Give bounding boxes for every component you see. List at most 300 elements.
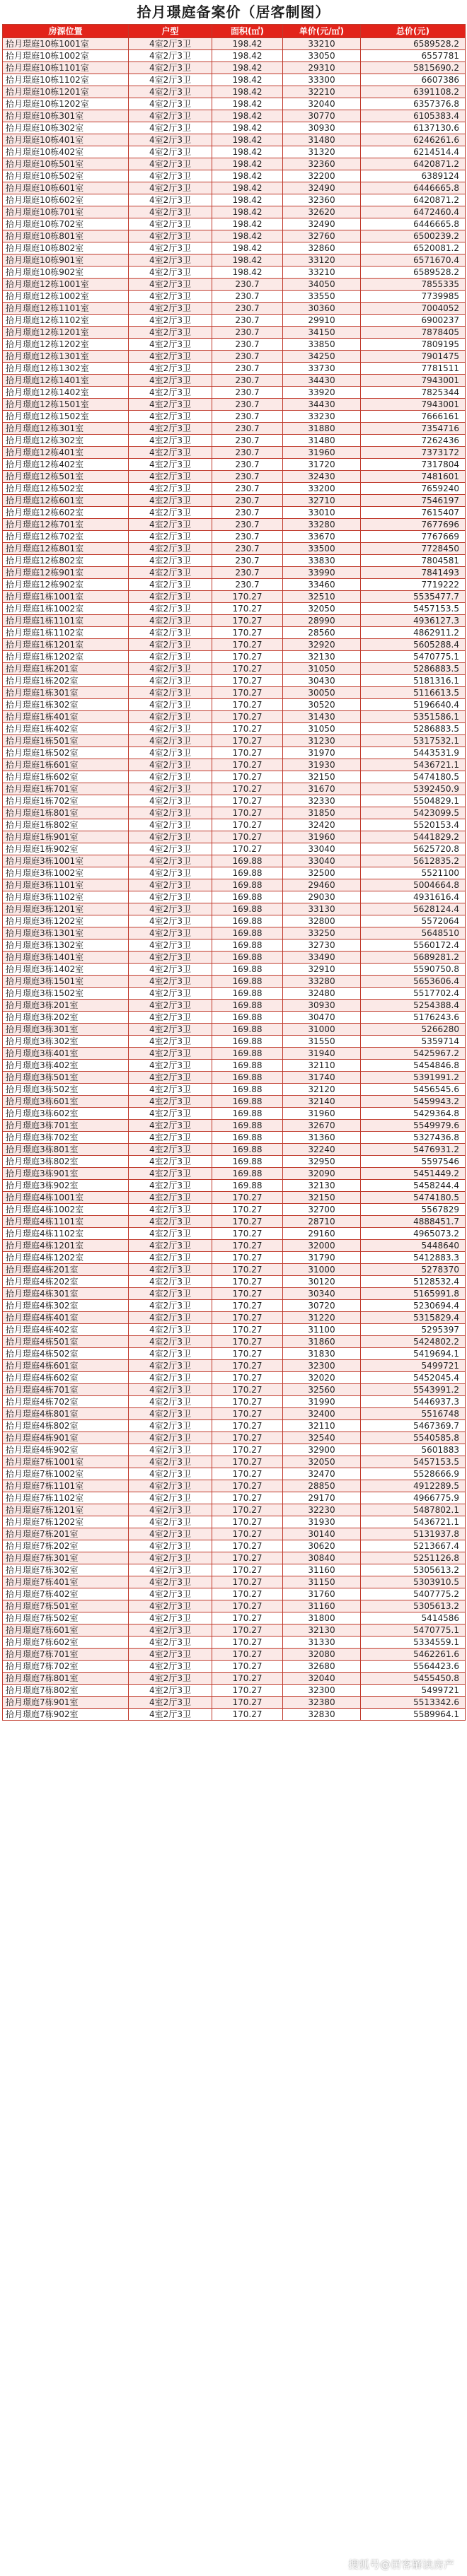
- table-row: [3, 1432, 466, 1444]
- cell-unit-price: 34430: [283, 399, 361, 411]
- cell-location: 拾月璟庭10栋502室: [3, 170, 129, 182]
- cell-layout: 4室2厅3卫: [129, 1240, 212, 1252]
- table-row: [3, 1336, 466, 1348]
- cell-unit-price: 32700: [283, 1204, 361, 1216]
- cell-total-price: 5303910.5: [361, 1576, 466, 1588]
- cell-layout: 4室2厅3卫: [129, 1096, 212, 1108]
- cell-layout: 4室2厅3卫: [129, 639, 212, 651]
- cell-area: 198.42: [212, 182, 283, 194]
- cell-layout: 4室2厅3卫: [129, 194, 212, 206]
- cell-unit-price: 33250: [283, 927, 361, 939]
- cell-layout: 4室2厅3卫: [129, 303, 212, 315]
- cell-layout: 4室2厅3卫: [129, 327, 212, 339]
- cell-location: 拾月璟庭10栋302室: [3, 122, 129, 134]
- cell-location: 拾月璟庭10栋1002室: [3, 50, 129, 62]
- cell-layout: 4室2厅3卫: [129, 1564, 212, 1576]
- cell-location: 拾月璟庭1栋701室: [3, 783, 129, 795]
- header-area: 面积(㎡): [212, 25, 283, 38]
- cell-unit-price: 30050: [283, 687, 361, 699]
- cell-unit-price: 32900: [283, 1444, 361, 1456]
- cell-layout: 4室2厅3卫: [129, 519, 212, 531]
- cell-unit-price: 32020: [283, 1372, 361, 1384]
- cell-area: 170.27: [212, 1480, 283, 1492]
- cell-total-price: 7825344: [361, 387, 466, 399]
- cell-location: 拾月璟庭4栋802室: [3, 1420, 129, 1432]
- cell-unit-price: 32860: [283, 242, 361, 254]
- cell-total-price: 5392450.9: [361, 783, 466, 795]
- table-row: [3, 1697, 466, 1709]
- cell-location: 拾月璟庭3栋402室: [3, 1060, 129, 1072]
- cell-total-price: 5305613.2: [361, 1564, 466, 1576]
- cell-area: 170.27: [212, 1564, 283, 1576]
- cell-area: 230.7: [212, 447, 283, 459]
- cell-unit-price: 29160: [283, 1228, 361, 1240]
- cell-total-price: 5266280: [361, 1024, 466, 1036]
- cell-location: 拾月璟庭7栋302室: [3, 1564, 129, 1576]
- cell-unit-price: 28990: [283, 615, 361, 627]
- cell-location: 拾月璟庭12栋1501室: [3, 399, 129, 411]
- cell-area: 169.88: [212, 1000, 283, 1012]
- cell-location: 拾月璟庭3栋301室: [3, 1024, 129, 1036]
- cell-layout: 4室2厅3卫: [129, 1264, 212, 1276]
- cell-unit-price: 32080: [283, 1649, 361, 1661]
- cell-total-price: 5286883.5: [361, 663, 466, 675]
- table-row: [3, 1276, 466, 1288]
- cell-location: 拾月璟庭12栋1201室: [3, 327, 129, 339]
- cell-layout: 4室2厅3卫: [129, 1036, 212, 1048]
- cell-location: 拾月璟庭4栋402室: [3, 1324, 129, 1336]
- cell-total-price: 7317804: [361, 459, 466, 471]
- cell-unit-price: 33050: [283, 50, 361, 62]
- cell-total-price: 5689281.2: [361, 952, 466, 964]
- cell-location: 拾月璟庭3栋1302室: [3, 939, 129, 952]
- cell-area: 170.27: [212, 1288, 283, 1300]
- table-row: [3, 387, 466, 399]
- cell-unit-price: 32130: [283, 651, 361, 663]
- cell-total-price: 5419694.1: [361, 1348, 466, 1360]
- cell-area: 230.7: [212, 495, 283, 507]
- cell-location: 拾月璟庭12栋1202室: [3, 339, 129, 351]
- header-unit-price: 单价(元/㎡): [283, 25, 361, 38]
- cell-total-price: 7373172: [361, 447, 466, 459]
- cell-area: 169.88: [212, 879, 283, 891]
- cell-location: 拾月璟庭10栋1001室: [3, 38, 129, 50]
- cell-unit-price: 31330: [283, 1637, 361, 1649]
- cell-location: 拾月璟庭3栋202室: [3, 1012, 129, 1024]
- cell-location: 拾月璟庭12栋1101室: [3, 303, 129, 315]
- cell-location: 拾月璟庭12栋302室: [3, 435, 129, 447]
- table-row: [3, 579, 466, 591]
- cell-location: 拾月璟庭7栋1201室: [3, 1504, 129, 1516]
- cell-location: 拾月璟庭4栋801室: [3, 1408, 129, 1420]
- table-row: [3, 1012, 466, 1024]
- cell-layout: 4室2厅3卫: [129, 122, 212, 134]
- cell-area: 198.42: [212, 170, 283, 182]
- cell-layout: 4室2厅3卫: [129, 507, 212, 519]
- table-row: [3, 1661, 466, 1673]
- cell-unit-price: 31790: [283, 1252, 361, 1264]
- table-row: [3, 146, 466, 158]
- cell-total-price: 5131937.8: [361, 1528, 466, 1540]
- cell-unit-price: 30770: [283, 110, 361, 122]
- table-row: [3, 867, 466, 879]
- cell-total-price: 7719222: [361, 579, 466, 591]
- table-row: [3, 651, 466, 663]
- cell-area: 170.27: [212, 1444, 283, 1456]
- cell-total-price: 5359714: [361, 1036, 466, 1048]
- cell-area: 230.7: [212, 375, 283, 387]
- cell-unit-price: 31220: [283, 1312, 361, 1324]
- cell-total-price: 5528666.9: [361, 1468, 466, 1480]
- cell-unit-price: 32000: [283, 1240, 361, 1252]
- cell-layout: 4室2厅3卫: [129, 182, 212, 194]
- cell-location: 拾月璟庭12栋602室: [3, 507, 129, 519]
- cell-area: 170.27: [212, 1709, 283, 1721]
- cell-layout: 4室2厅3卫: [129, 831, 212, 843]
- table-row: [3, 735, 466, 747]
- table-row: [3, 122, 466, 134]
- cell-location: 拾月璟庭3栋302室: [3, 1036, 129, 1048]
- table-row: [3, 399, 466, 411]
- cell-total-price: 5181316.1: [361, 675, 466, 687]
- cell-unit-price: 31050: [283, 723, 361, 735]
- cell-unit-price: 32830: [283, 1709, 361, 1721]
- cell-location: 拾月璟庭3栋802室: [3, 1156, 129, 1168]
- cell-unit-price: 30840: [283, 1552, 361, 1564]
- cell-location: 拾月璟庭3栋1402室: [3, 964, 129, 976]
- cell-area: 170.27: [212, 1240, 283, 1252]
- cell-total-price: 5516748: [361, 1408, 466, 1420]
- cell-layout: 4室2厅3卫: [129, 74, 212, 86]
- table-row: [3, 927, 466, 939]
- cell-location: 拾月璟庭1栋301室: [3, 687, 129, 699]
- cell-total-price: 5448640: [361, 1240, 466, 1252]
- cell-layout: 4室2厅3卫: [129, 988, 212, 1000]
- cell-unit-price: 30430: [283, 675, 361, 687]
- cell-area: 170.27: [212, 807, 283, 819]
- cell-area: 169.88: [212, 1012, 283, 1024]
- cell-total-price: 5476931.2: [361, 1144, 466, 1156]
- cell-location: 拾月璟庭12栋1301室: [3, 351, 129, 363]
- cell-layout: 4室2厅3卫: [129, 1312, 212, 1324]
- cell-unit-price: 32140: [283, 1096, 361, 1108]
- cell-location: 拾月璟庭1栋401室: [3, 711, 129, 723]
- cell-unit-price: 33460: [283, 579, 361, 591]
- cell-location: 拾月璟庭10栋701室: [3, 206, 129, 218]
- table-row: [3, 315, 466, 327]
- cell-area: 170.27: [212, 1552, 283, 1564]
- cell-total-price: 7546197: [361, 495, 466, 507]
- cell-unit-price: 32510: [283, 591, 361, 603]
- cell-layout: 4室2厅3卫: [129, 1408, 212, 1420]
- cell-layout: 4室2厅3卫: [129, 1324, 212, 1336]
- cell-area: 230.7: [212, 423, 283, 435]
- cell-area: 198.42: [212, 110, 283, 122]
- cell-area: 170.27: [212, 1697, 283, 1709]
- table-row: [3, 555, 466, 567]
- cell-area: 198.42: [212, 254, 283, 267]
- cell-unit-price: 31960: [283, 447, 361, 459]
- cell-area: 169.88: [212, 1144, 283, 1156]
- cell-unit-price: 33230: [283, 411, 361, 423]
- cell-location: 拾月璟庭1栋502室: [3, 747, 129, 759]
- cell-layout: 4室2厅3卫: [129, 867, 212, 879]
- cell-location: 拾月璟庭12栋702室: [3, 531, 129, 543]
- table-row: [3, 1516, 466, 1528]
- cell-unit-price: 31480: [283, 435, 361, 447]
- cell-unit-price: 32200: [283, 170, 361, 182]
- cell-unit-price: 33130: [283, 903, 361, 915]
- cell-area: 230.7: [212, 399, 283, 411]
- cell-total-price: 7855335: [361, 279, 466, 291]
- cell-unit-price: 31000: [283, 1024, 361, 1036]
- cell-location: 拾月璟庭1栋901室: [3, 831, 129, 843]
- table-row: [3, 1252, 466, 1264]
- cell-total-price: 5567829: [361, 1204, 466, 1216]
- cell-area: 170.27: [212, 1588, 283, 1600]
- cell-area: 170.27: [212, 1600, 283, 1612]
- cell-unit-price: 31430: [283, 711, 361, 723]
- cell-total-price: 5474180.5: [361, 1192, 466, 1204]
- cell-area: 170.27: [212, 1396, 283, 1408]
- cell-area: 170.27: [212, 1264, 283, 1276]
- table-row: [3, 615, 466, 627]
- cell-total-price: 5436721.1: [361, 1516, 466, 1528]
- cell-layout: 4室2厅3卫: [129, 375, 212, 387]
- cell-location: 拾月璟庭4栋602室: [3, 1372, 129, 1384]
- table-row: [3, 50, 466, 62]
- cell-area: 170.27: [212, 723, 283, 735]
- table-row: [3, 1048, 466, 1060]
- table-row: [3, 783, 466, 795]
- cell-layout: 4室2厅3卫: [129, 134, 212, 146]
- cell-area: 198.42: [212, 38, 283, 50]
- cell-layout: 4室2厅3卫: [129, 1420, 212, 1432]
- cell-layout: 4室2厅3卫: [129, 1480, 212, 1492]
- cell-location: 拾月璟庭4栋401室: [3, 1312, 129, 1324]
- cell-unit-price: 31740: [283, 1072, 361, 1084]
- cell-location: 拾月璟庭1栋702室: [3, 795, 129, 807]
- cell-area: 169.88: [212, 1048, 283, 1060]
- cell-layout: 4室2厅3卫: [129, 531, 212, 543]
- cell-area: 170.27: [212, 639, 283, 651]
- cell-unit-price: 31670: [283, 783, 361, 795]
- cell-layout: 4室2厅3卫: [129, 158, 212, 170]
- table-row: [3, 952, 466, 964]
- cell-layout: 4室2厅3卫: [129, 1336, 212, 1348]
- cell-layout: 4室2厅3卫: [129, 315, 212, 327]
- cell-unit-price: 31940: [283, 1048, 361, 1060]
- table-row: [3, 627, 466, 639]
- cell-total-price: 7615407: [361, 507, 466, 519]
- cell-layout: 4室2厅3卫: [129, 1012, 212, 1024]
- cell-unit-price: 29460: [283, 879, 361, 891]
- cell-location: 拾月璟庭7栋902室: [3, 1709, 129, 1721]
- cell-total-price: 5543991.2: [361, 1384, 466, 1396]
- table-row: [3, 1108, 466, 1120]
- cell-location: 拾月璟庭12栋601室: [3, 495, 129, 507]
- cell-total-price: 6137130.6: [361, 122, 466, 134]
- cell-location: 拾月璟庭10栋602室: [3, 194, 129, 206]
- cell-area: 170.27: [212, 1649, 283, 1661]
- table-row: [3, 1324, 466, 1336]
- cell-location: 拾月璟庭7栋701室: [3, 1649, 129, 1661]
- cell-total-price: 7841493: [361, 567, 466, 579]
- cell-area: 230.7: [212, 411, 283, 423]
- cell-unit-price: 33670: [283, 531, 361, 543]
- cell-location: 拾月璟庭7栋1002室: [3, 1468, 129, 1480]
- cell-total-price: 5521100: [361, 867, 466, 879]
- cell-total-price: 5443531.9: [361, 747, 466, 759]
- table-row: [3, 1396, 466, 1408]
- cell-layout: 4室2厅3卫: [129, 1132, 212, 1144]
- cell-layout: 4室2厅3卫: [129, 783, 212, 795]
- cell-total-price: 5628124.4: [361, 903, 466, 915]
- cell-total-price: 4965073.2: [361, 1228, 466, 1240]
- cell-total-price: 5625720.8: [361, 843, 466, 855]
- table-row: [3, 1420, 466, 1432]
- cell-area: 198.42: [212, 158, 283, 170]
- table-row: [3, 447, 466, 459]
- cell-location: 拾月璟庭7栋1202室: [3, 1516, 129, 1528]
- table-row: [3, 62, 466, 74]
- cell-area: 170.27: [212, 663, 283, 675]
- cell-layout: 4室2厅3卫: [129, 339, 212, 351]
- cell-layout: 4室2厅3卫: [129, 651, 212, 663]
- cell-total-price: 5540585.8: [361, 1432, 466, 1444]
- table-row: [3, 1637, 466, 1649]
- cell-area: 169.88: [212, 891, 283, 903]
- cell-location: 拾月璟庭7栋501室: [3, 1600, 129, 1612]
- cell-layout: 4室2厅3卫: [129, 759, 212, 771]
- cell-unit-price: 31970: [283, 747, 361, 759]
- cell-unit-price: 31320: [283, 146, 361, 158]
- table-row: [3, 459, 466, 471]
- cell-unit-price: 32360: [283, 158, 361, 170]
- cell-total-price: 5315829.4: [361, 1312, 466, 1324]
- cell-location: 拾月璟庭7栋1101室: [3, 1480, 129, 1492]
- table-row: [3, 1072, 466, 1084]
- cell-total-price: 4912289.5: [361, 1480, 466, 1492]
- cell-total-price: 6607386: [361, 74, 466, 86]
- cell-layout: 4室2厅3卫: [129, 543, 212, 555]
- cell-location: 拾月璟庭1栋501室: [3, 735, 129, 747]
- cell-total-price: 5305613.2: [361, 1600, 466, 1612]
- cell-unit-price: 31100: [283, 1324, 361, 1336]
- cell-location: 拾月璟庭12栋701室: [3, 519, 129, 531]
- cell-total-price: 5517702.4: [361, 988, 466, 1000]
- cell-unit-price: 32210: [283, 86, 361, 98]
- cell-total-price: 5441829.2: [361, 831, 466, 843]
- table-row: [3, 1084, 466, 1096]
- cell-area: 198.42: [212, 194, 283, 206]
- cell-location: 拾月璟庭1栋202室: [3, 675, 129, 687]
- cell-total-price: 5457153.5: [361, 1456, 466, 1468]
- header-layout: 户型: [129, 25, 212, 38]
- cell-layout: 4室2厅3卫: [129, 1024, 212, 1036]
- cell-location: 拾月璟庭1栋1101室: [3, 615, 129, 627]
- cell-layout: 4室2厅3卫: [129, 615, 212, 627]
- cell-area: 230.7: [212, 579, 283, 591]
- cell-unit-price: 32120: [283, 1084, 361, 1096]
- cell-area: 169.88: [212, 1108, 283, 1120]
- cell-layout: 4室2厅3卫: [129, 1661, 212, 1673]
- cell-location: 拾月璟庭4栋1202室: [3, 1252, 129, 1264]
- cell-location: 拾月璟庭10栋402室: [3, 146, 129, 158]
- table-row: [3, 218, 466, 230]
- cell-layout: 4室2厅3卫: [129, 663, 212, 675]
- cell-location: 拾月璟庭10栋401室: [3, 134, 129, 146]
- table-row: [3, 1588, 466, 1600]
- cell-unit-price: 33550: [283, 291, 361, 303]
- cell-unit-price: 31230: [283, 735, 361, 747]
- cell-location: 拾月璟庭10栋601室: [3, 182, 129, 194]
- cell-total-price: 7354716: [361, 423, 466, 435]
- cell-area: 170.27: [212, 783, 283, 795]
- cell-unit-price: 33200: [283, 483, 361, 495]
- table-row: [3, 1444, 466, 1456]
- table-row: [3, 771, 466, 783]
- table-row: [3, 1576, 466, 1588]
- cell-layout: 4室2厅3卫: [129, 38, 212, 50]
- cell-location: 拾月璟庭3栋1001室: [3, 855, 129, 867]
- cell-unit-price: 32400: [283, 1408, 361, 1420]
- cell-total-price: 7677696: [361, 519, 466, 531]
- cell-unit-price: 31360: [283, 1132, 361, 1144]
- cell-area: 198.42: [212, 50, 283, 62]
- cell-location: 拾月璟庭10栋1201室: [3, 86, 129, 98]
- cell-area: 230.7: [212, 315, 283, 327]
- cell-total-price: 6357376.8: [361, 98, 466, 110]
- cell-location: 拾月璟庭12栋902室: [3, 579, 129, 591]
- table-row: [3, 423, 466, 435]
- cell-area: 170.27: [212, 1540, 283, 1552]
- cell-layout: 4室2厅3卫: [129, 1360, 212, 1372]
- table-row: [3, 1492, 466, 1504]
- cell-area: 170.27: [212, 1336, 283, 1348]
- cell-area: 198.42: [212, 86, 283, 98]
- cell-area: 170.27: [212, 687, 283, 699]
- cell-total-price: 5004664.8: [361, 879, 466, 891]
- table-row: [3, 1612, 466, 1624]
- header-location: 房源位置: [3, 25, 129, 38]
- cell-layout: 4室2厅3卫: [129, 1396, 212, 1408]
- cell-total-price: 5436721.1: [361, 759, 466, 771]
- cell-unit-price: 30930: [283, 122, 361, 134]
- cell-area: 170.27: [212, 1612, 283, 1624]
- cell-unit-price: 33500: [283, 543, 361, 555]
- table-row: [3, 1240, 466, 1252]
- cell-unit-price: 33300: [283, 74, 361, 86]
- cell-location: 拾月璟庭3栋1301室: [3, 927, 129, 939]
- cell-unit-price: 28850: [283, 1480, 361, 1492]
- cell-area: 230.7: [212, 519, 283, 531]
- cell-layout: 4室2厅3卫: [129, 1673, 212, 1685]
- cell-total-price: 7943001: [361, 375, 466, 387]
- cell-area: 198.42: [212, 206, 283, 218]
- cell-total-price: 5334559.1: [361, 1637, 466, 1649]
- table-row: [3, 375, 466, 387]
- cell-area: 230.7: [212, 471, 283, 483]
- cell-location: 拾月璟庭10栋1101室: [3, 62, 129, 74]
- cell-unit-price: 32620: [283, 206, 361, 218]
- table-row: [3, 543, 466, 555]
- cell-location: 拾月璟庭1栋402室: [3, 723, 129, 735]
- table-row: [3, 1168, 466, 1180]
- cell-location: 拾月璟庭10栋1202室: [3, 98, 129, 110]
- table-row: [3, 134, 466, 146]
- cell-area: 198.42: [212, 242, 283, 254]
